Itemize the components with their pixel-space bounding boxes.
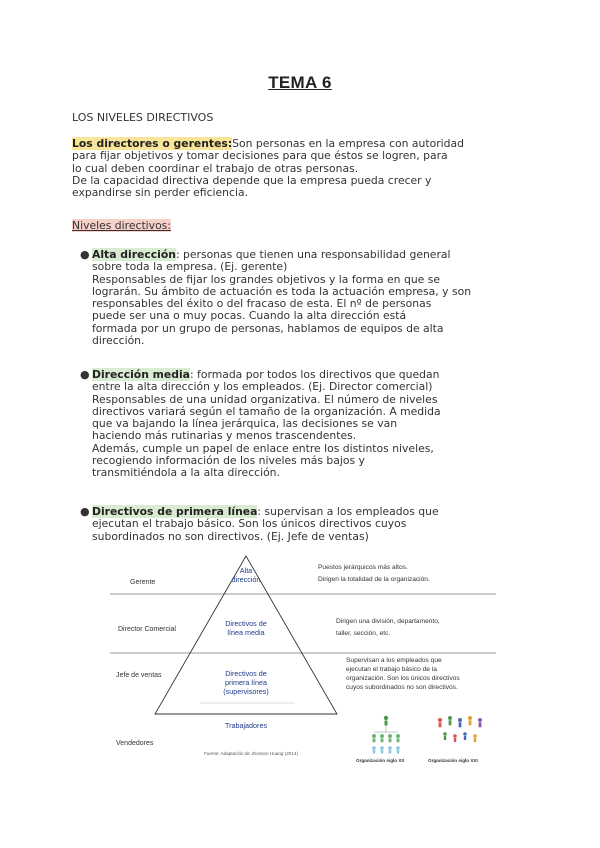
term-alta-direccion: Alta dirección	[92, 248, 176, 261]
caption-siglo-xxi: Organización siglo XXI	[428, 758, 478, 763]
pyramid-mid-line: Directivos de	[225, 619, 267, 628]
desc-top	[318, 563, 430, 584]
pyramid-mid-text	[206, 619, 286, 637]
section-subtitle: LOS NIVELES DIRECTIVOS	[72, 111, 214, 124]
label-vendedores: Vendedores	[116, 740, 154, 747]
bullet-line: sobre toda la empresa. (Ej. gerente)	[92, 260, 288, 274]
bullet-line: entre la alta dirección y los empleados. (Ej. Director comercial)	[92, 380, 433, 394]
bullet-line: haciendo más rutinarias y menos trascendentes.	[92, 429, 357, 443]
desc-low	[346, 656, 460, 692]
term-primera-linea: Directivos de primera línea	[92, 505, 258, 518]
levels-heading: Niveles directivos:	[72, 219, 171, 232]
org-xxi-icon	[438, 716, 482, 742]
bullet-line: Responsables de una unidad organizativa. El número de niveles	[92, 392, 438, 406]
label-jefe-ventas: Jefe de ventas	[116, 672, 162, 679]
bullet-line: transmitiéndola a la alta dirección.	[92, 466, 280, 480]
bullet-line: : personas que tienen una responsabilidad general	[175, 248, 451, 261]
pyramid-low-line: (supervisores)	[223, 687, 269, 696]
levels-pyramid-diagram	[110, 548, 496, 778]
intro-paragraph	[72, 138, 528, 199]
pyramid-top-line: dirección	[231, 575, 261, 584]
label-director-comercial: Director Comercial	[118, 626, 176, 633]
bullet-line: responsables del éxito o del fracaso de esta. El nº de personas	[92, 297, 432, 311]
bullet-line: puede ser una o muy pocas. Cuando la alta dirección está	[92, 309, 407, 323]
desc-mid	[336, 617, 440, 638]
pyramid-mid-line: línea media	[227, 628, 265, 637]
page-title: TEMA 6	[268, 73, 332, 92]
bullet-line: Responsables de fijar los grandes objetivos y la forma en que se	[92, 272, 440, 286]
bullet-dot-icon: ●	[80, 505, 90, 518]
bullet-primera-linea	[80, 505, 528, 543]
desc-line: organización. Son los únicos directivos	[346, 675, 460, 682]
bullet-line: Además, cumple un papel de enlace entre los distintos niveles,	[92, 441, 434, 455]
bullet-line: directivos variará según el tamaño de la organización. A medida	[92, 404, 441, 418]
desc-line: Dirigen una división, departamento,	[336, 618, 440, 625]
pyramid-top-line: Alta	[239, 566, 253, 575]
org-xx-icon	[372, 716, 400, 754]
bullet-line: : formada por todos los directivos que quedan	[189, 368, 440, 381]
bullet-line: lograrán. Su ámbito de actuación es toda la actuación empresa, y son	[92, 284, 472, 298]
desc-line: Supervisan a los empleados que	[346, 657, 442, 664]
pyramid-low-text	[200, 669, 292, 696]
bullet-line: dirección.	[92, 334, 145, 348]
bullet-line: subordinados no son directivos. (Ej. Jefe de ventas)	[92, 529, 369, 543]
bullet-dot-icon: ●	[80, 248, 90, 261]
levels-heading-wrap	[72, 220, 528, 232]
desc-line: ejecutan el trabajo básico de la	[346, 666, 437, 673]
desc-line: Dirigen la totalidad de la organización.	[318, 576, 430, 583]
desc-line: Puestos jerárquicos más altos.	[318, 564, 408, 571]
intro-line-3: lo cual deben coordinar el trabajo de otras personas.	[72, 161, 359, 175]
pyramid-low-line: Directivos de	[225, 669, 267, 678]
bullet-alta-direccion	[80, 248, 528, 348]
intro-line-4: De la capacidad directiva depende que la empresa pueda crecer y	[72, 173, 432, 187]
intro-line-1: Son personas en la empresa con autoridad	[232, 137, 464, 150]
desc-line: cuyos subordinados no son directivos.	[346, 684, 458, 691]
pyramid-low-line: primera línea	[225, 678, 267, 687]
bullet-line: que va bajando la línea jerárquica, las decisiones se van	[92, 417, 398, 431]
diagram-source: Fuente: Adaptación de Jhonson Huang (2014)	[204, 751, 298, 756]
bullet-direccion-media	[80, 368, 528, 480]
bullet-line: formada por un grupo de personas, hablamos de equipos de alta	[92, 321, 444, 335]
pyramid-base-text: Trabajadores	[224, 721, 268, 730]
term-direccion-media: Dirección media	[92, 368, 190, 381]
pyramid-top-text	[220, 566, 272, 584]
bullet-dot-icon: ●	[80, 368, 90, 381]
bullet-line: ejecutan el trabajo básico. Son los únicos directivos cuyos	[92, 517, 407, 531]
intro-line-2: para fijar objetivos y tomar decisiones para que éstos se logren, para	[72, 149, 448, 163]
bullet-line: : supervisan a los empleados que	[257, 505, 439, 518]
desc-line: taller, sección, etc.	[336, 630, 391, 637]
term-directores: Los directores o gerentes:	[72, 137, 233, 150]
caption-siglo-xx: Organización siglo XX	[356, 758, 405, 763]
bullet-line: recogiendo información de los niveles más bajos y	[92, 454, 365, 468]
label-gerente: Gerente	[130, 579, 156, 586]
intro-line-5: expandirse sin perder eficiencia.	[72, 186, 249, 200]
